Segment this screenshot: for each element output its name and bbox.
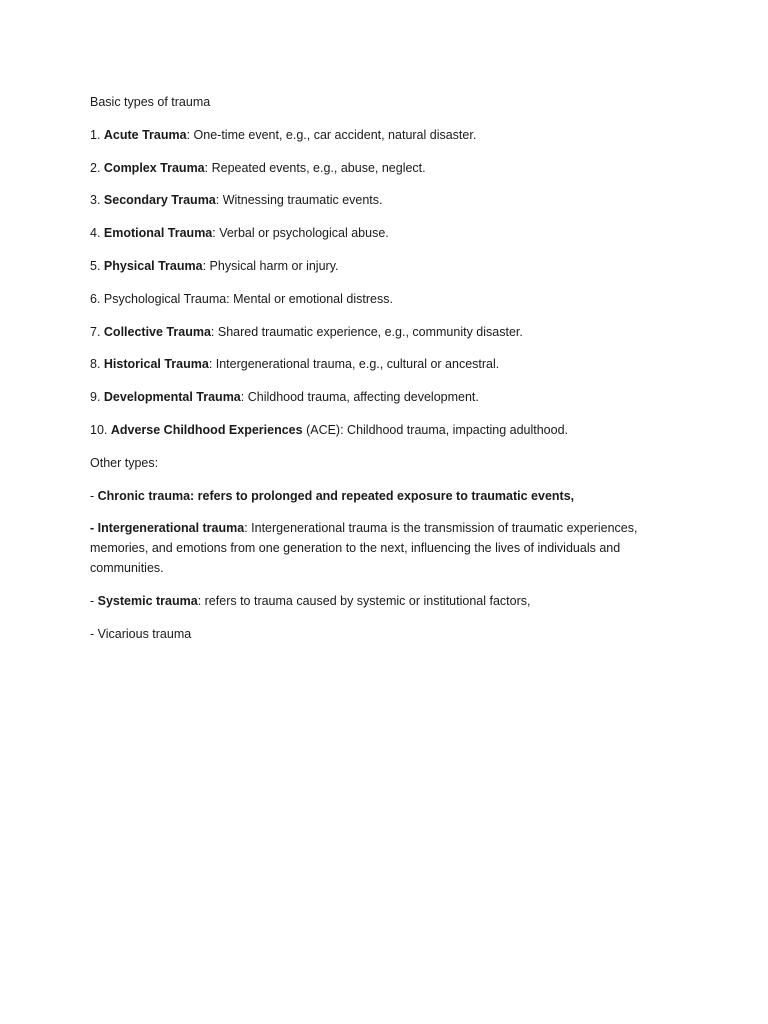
item-description: : refers to trauma caused by systemic or institutional factors,	[197, 594, 531, 609]
item-description: : Childhood trauma, affecting development.	[240, 390, 479, 405]
item-term: Physical Trauma	[103, 258, 203, 273]
item-dash: -	[90, 594, 98, 609]
item-description: : One-time event, e.g., car accident, natural disaster.	[186, 127, 477, 142]
list-item-emotional-trauma	[90, 223, 660, 243]
item-term: Complex Trauma	[103, 160, 205, 175]
item-number: 4.	[90, 226, 104, 241]
item-description: : Intergenerational trauma is the transmission of traumatic experiences, memories, and emotions from one generation to the next, influencing the lives of individuals and communities.	[90, 521, 638, 576]
list-item-historical-trauma	[90, 354, 660, 374]
list-item-developmental-trauma	[90, 387, 660, 407]
item-description: : Physical harm or injury.	[202, 258, 339, 273]
list-item-collective-trauma	[90, 322, 660, 342]
item-number: 10.	[90, 422, 111, 437]
item-term: - Intergenerational trauma	[90, 521, 245, 536]
item-term: Secondary Trauma	[103, 193, 216, 208]
item-number: 9.	[90, 390, 104, 405]
other-item-vicarious-trauma: - Vicarious trauma	[90, 627, 192, 642]
item-number: 3.	[90, 193, 104, 208]
item-term: Chronic trauma: refers to prolonged and repeated exposure to traumatic events,	[97, 488, 575, 503]
item-term: Developmental Trauma	[103, 390, 241, 405]
item-term: Systemic trauma	[97, 594, 198, 609]
item-number: 6.	[90, 291, 104, 306]
item-description: : Shared traumatic experience, e.g., community disaster.	[210, 324, 523, 339]
item-term: Emotional Trauma	[103, 226, 213, 241]
list-item-complex-trauma	[90, 158, 660, 178]
item-description: : Repeated events, e.g., abuse, neglect.	[204, 160, 426, 175]
item-term: Adverse Childhood Experiences	[110, 422, 303, 437]
item-description: (ACE): Childhood trauma, impacting adulthood.	[302, 422, 569, 437]
other-item-chronic-trauma	[90, 486, 660, 506]
item-description: : Witnessing traumatic events.	[215, 193, 383, 208]
document-heading: Basic types of trauma	[90, 95, 211, 109]
list-item-secondary-trauma	[90, 190, 660, 210]
item-number: 1.	[90, 127, 104, 142]
other-item-intergenerational-trauma	[90, 518, 660, 578]
list-item-physical-trauma	[90, 256, 660, 276]
item-description: : Intergenerational trauma, e.g., cultural or ancestral.	[208, 357, 500, 372]
list-item-adverse-childhood-experiences	[90, 420, 660, 440]
list-item-psychological-trauma	[90, 289, 660, 309]
document-body	[90, 92, 660, 657]
item-number: 8.	[90, 357, 104, 372]
item-number: 2.	[90, 160, 104, 175]
item-text: Psychological Trauma: Mental or emotional distress.	[103, 291, 393, 306]
item-dash: -	[90, 488, 98, 503]
item-number: 7.	[90, 324, 104, 339]
item-number: 5.	[90, 258, 104, 273]
item-term: Historical Trauma	[103, 357, 209, 372]
list-item-acute-trauma	[90, 125, 660, 145]
item-term: Collective Trauma	[103, 324, 211, 339]
item-term: Acute Trauma	[103, 127, 187, 142]
other-item-systemic-trauma	[90, 591, 660, 611]
item-description: : Verbal or psychological abuse.	[212, 226, 389, 241]
other-types-heading: Other types:	[90, 455, 159, 470]
